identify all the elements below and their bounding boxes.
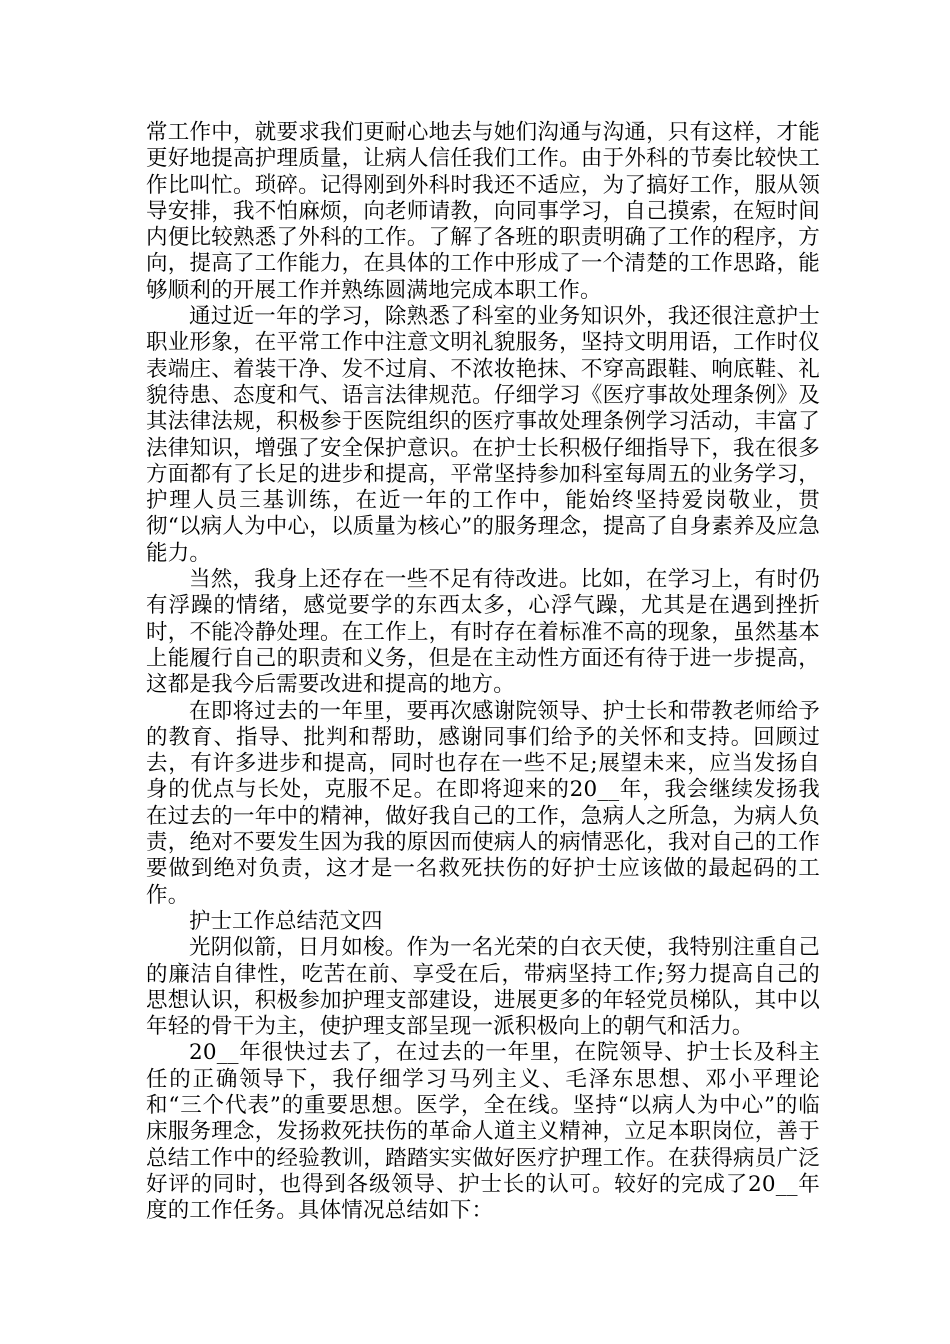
section-heading: 护士工作总结范文四 (189, 908, 383, 934)
paragraph-shortcomings: 当然，我身上还存在一些不足有待改进。比如，在学习上，有时仍有浮躁的情绪，感觉要学的东西太多，心浮气躁，尤其是在遇到挫折时，不能冷静处理。在工作上，有时存在着标准不高的现象，虽然基本上能履行自己的职责和义务，但是在主动性方面还有待于进一步提高，这都是我今后需要改进和提高的地方。 (146, 567, 820, 698)
paragraph-gratitude: 在即将过去的一年里，要再次感谢院领导、护士长和带教老师给予的教育、指导、批判和帮助，感谢同事们给予的关怀和支持。回顾过去，有许多进步和提高，同时也存在一些不足;展望未来，应当发扬自身的优点与长处，克服不足。在即将迎来的20__年，我会继续发扬我在过去的一年中的精神，做好我自己的工作，急病人之所急，为病人负责，绝对不要发生因为我的原因而使病人的病情恶化，我对自己的工作要做到绝对负责，这才是一名救死扶伤的好护士应该做的最起码的工作。 (146, 698, 820, 908)
paragraph-year-summary: 20__年很快过去了，在过去的一年里，在院领导、护士长及科主任的正确领导下，我仔细学习马列主义、毛泽东思想、邓小平理论和“三个代表”的重要思想。医学，全在线。坚持“以病人为中心”的临床服务理念，发扬救死扶伤的革命人道主义精神，立足本职岗位，善于总结工作中的经验教训，踏踏实实做好医疗护理工作。在获得病员广泛好评的同时，也得到各级领导、护士长的认可。较好的完成了20__年度的工作任务。具体情况总结如下： (146, 1040, 820, 1224)
paragraph-study-progress: 通过近一年的学习，除熟悉了科室的业务知识外，我还很注意护士职业形象，在平常工作中注意文明礼貌服务，坚持文明用语，工作时仪表端庄、着装干净、发不过肩、不浓妆艳抹、不穿高跟鞋、响底鞋、礼貌待患、态度和气、语言法律规范。仔细学习《医疗事故处理条例》及其法律法规，积极参于医院组织的医疗事故处理条例学习活动，丰富了法律知识，增强了安全保护意识。在护士长积极仔细指导下，我在很多方面都有了长足的进步和提高，平常坚持参加科室每周五的业务学习，护理人员三基训练，在近一年的工作中，能始终坚持爱岗敬业，贯彻“以病人为中心，以质量为核心”的服务理念，提高了自身素养及应急能力。 (146, 304, 820, 566)
paragraph-continuation: 常工作中，就要求我们更耐心地去与她们沟通与沟通，只有这样，才能更好地提高护理质量，让病人信任我们工作。由于外科的节奏比较快工作比叫忙。琐碎。记得刚到外科时我还不适应，为了搞好工作，服从领导安排，我不怕麻烦，向老师请教，向同事学习，自己摸索，在短时间内便比较熟悉了外科的工作。了解了各班的职责明确了工作的程序，方向，提高了工作能力，在具体的工作中形成了一个清楚的工作思路，能够顺利的开展工作并熟练圆满地完成本职工作。 (146, 120, 820, 303)
document-page (146, 120, 820, 1224)
paragraph-intro-four: 光阴似箭，日月如梭。作为一名光荣的白衣天使，我特别注重自己的廉洁自律性，吃苦在前、享受在后，带病坚持工作;努力提高自己的思想认识，积极参加护理支部建设，进展更多的年轻党员梯队，其中以年轻的骨干为主，使护理支部呈现一派积极向上的朝气和活力。 (146, 935, 820, 1040)
